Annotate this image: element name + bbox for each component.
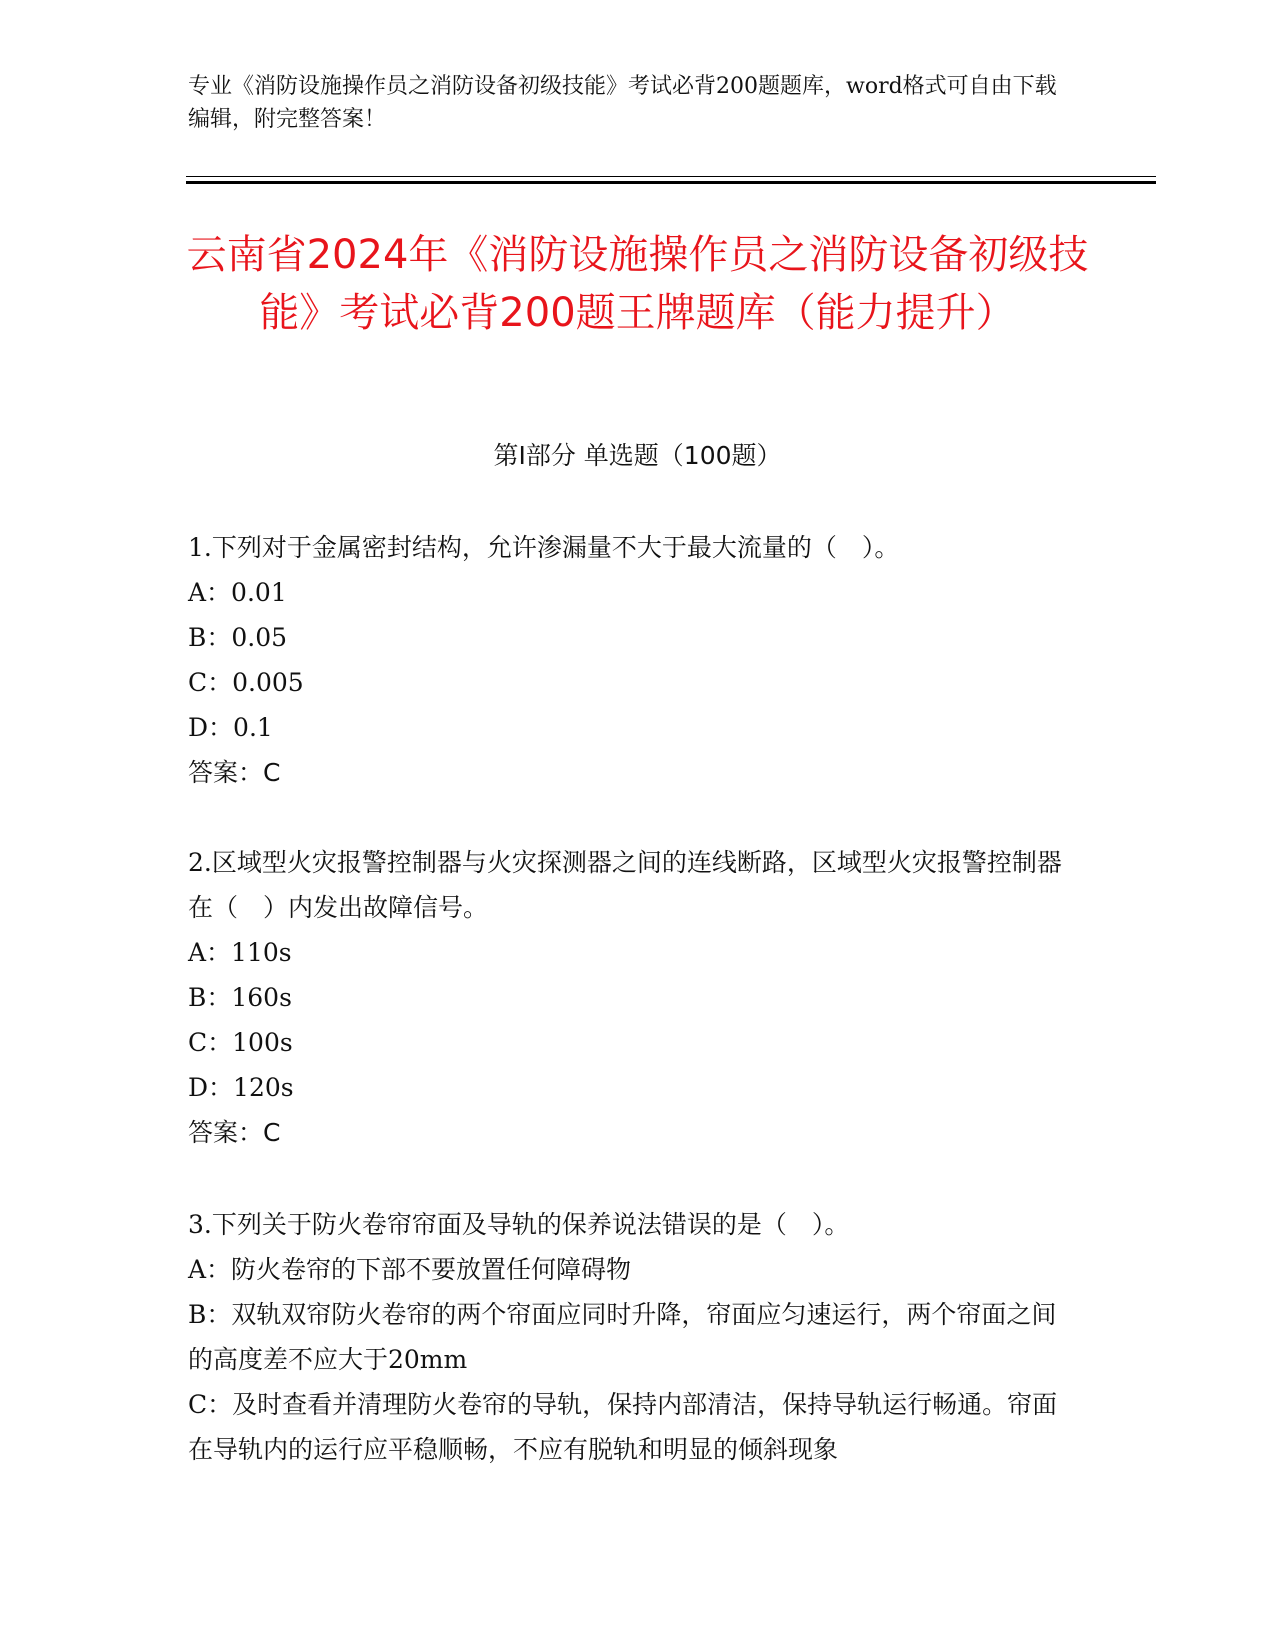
question-2 xyxy=(188,840,1088,1155)
question-stem: 1.下列对于金属密封结构，允许渗漏量不大于最大流量的（ ）。 xyxy=(188,533,900,562)
document-title: 云南省2024年《消防设施操作员之消防设备初级技能》考试必背200题王牌题库（能力提升） xyxy=(186,232,1089,336)
section-title: 第I部分 单选题（100题） xyxy=(493,441,782,470)
option-b: B：双轨双帘防火卷帘的两个帘面应同时升降，帘面应匀速运行，两个帘面之间的高度差不应大于20mm xyxy=(188,1300,1057,1374)
option-c: C：100s xyxy=(188,1028,293,1057)
question-3 xyxy=(188,1202,1088,1472)
header-rule-thin xyxy=(186,176,1156,177)
option-d: D：120s xyxy=(188,1073,294,1102)
option-a: A：0.01 xyxy=(188,578,287,607)
question-1 xyxy=(188,525,1088,795)
question-stem: 2.区域型火灾报警控制器与火灾探测器之间的连线断路，区域型火灾报警控制器在（ ）内发出故障信号。 xyxy=(188,848,1062,922)
option-a: A：110s xyxy=(188,938,292,967)
question-stem: 3.下列关于防火卷帘帘面及导轨的保养说法错误的是（ ）。 xyxy=(188,1210,850,1239)
option-d: D：0.1 xyxy=(188,713,273,742)
option-c: C：0.005 xyxy=(188,668,304,697)
option-a: A：防火卷帘的下部不要放置任何障碍物 xyxy=(188,1255,632,1284)
answer: 答案：C xyxy=(188,1118,281,1147)
header-rule-thick xyxy=(186,181,1156,184)
option-b: B：0.05 xyxy=(188,623,288,652)
header-note: 专业《消防设施操作员之消防设备初级技能》考试必背200题题库，word格式可自由下载编辑，附完整答案！ xyxy=(188,74,1057,132)
answer: 答案：C xyxy=(188,758,281,787)
option-c: C：及时查看并清理防火卷帘的导轨，保持内部清洁，保持导轨运行畅通。帘面在导轨内的运行应平稳顺畅，不应有脱轨和明显的倾斜现象 xyxy=(188,1390,1058,1464)
option-b: B：160s xyxy=(188,983,292,1012)
